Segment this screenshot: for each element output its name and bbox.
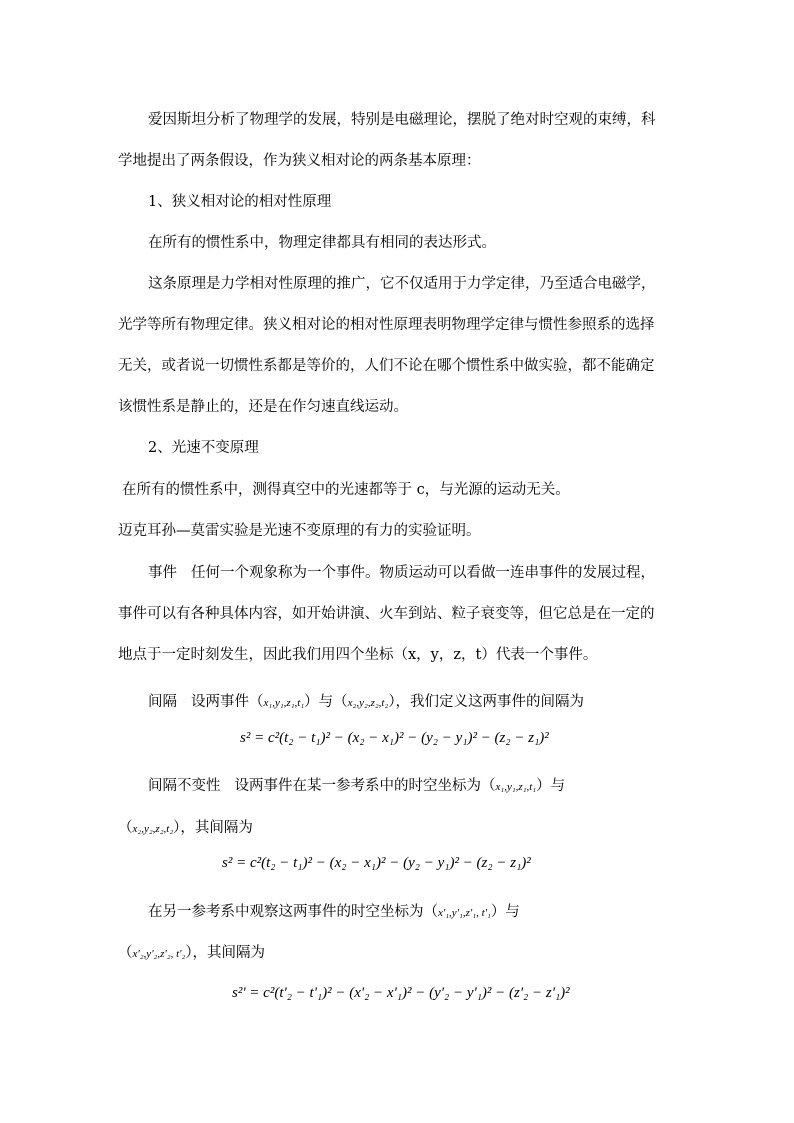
paragraph-line — [148, 776, 565, 797]
paragraph-line: 地点于一定时刻发生，因此我们用四个坐标（x，y，z，t）代表一个事件。 — [118, 647, 598, 663]
coordinate-tuple: x₁,y₁,z₁,t₁ — [495, 781, 537, 793]
term-label: 事件 — [148, 565, 177, 581]
coordinate-tuple: x₂,y₂,z₂,t₂ — [132, 823, 174, 835]
paragraph-line: 该惯性系是静止的，还是在作匀速直线运动。 — [118, 399, 408, 415]
paragraph-text: （ — [118, 945, 133, 961]
coordinate-tuple: x₁,y₁,z₁,t₁ — [263, 697, 305, 709]
paragraph-line: 事件可以有各种具体内容，如开始讲演、火车到站、粒子衰变等，但它总是在一定的 — [118, 606, 655, 622]
paragraph-text: 设两事件（ — [191, 694, 264, 710]
paragraph-text: 在另一参考系中观察这两事件的时空坐标为（ — [148, 904, 438, 920]
coordinate-tuple: x'₁,y'₁,z'₁, t'₁ — [438, 907, 491, 919]
paragraph-text: ）与（ — [304, 694, 348, 710]
interval-equation: s²' = c²(t'₂ − t'₁)² − (x'₂ − x'₁)² − (y'₂ − y'₁)² − (z'₂ − z'₁)² — [232, 985, 570, 1001]
paragraph-line — [148, 563, 655, 583]
paragraph-text: ），我们定义这两事件的间隔为 — [388, 694, 585, 710]
paragraph-line: 在所有的惯性系中，物理定律都具有相同的表达形式。 — [148, 235, 496, 251]
term-label: 间隔 — [148, 694, 177, 710]
paragraph-text: ）与 — [536, 778, 566, 794]
interval-equation: s² = c²(t₂ − t₁)² − (x₂ − x₁)² − (y₂ − y₁)² − (z₂ − z₁)² — [240, 730, 549, 746]
paragraph-text: ）与 — [490, 904, 520, 920]
paragraph-line — [148, 902, 520, 923]
paragraph-line: 爱因斯坦分析了物理学的发展，特别是电磁理论，摆脱了绝对时空观的束缚，科 — [148, 112, 656, 128]
paragraph-text: ），其间隔为 — [185, 945, 266, 961]
paragraph-line — [118, 943, 265, 964]
paragraph-text: 设两事件在某一参考系中的时空坐标为（ — [234, 778, 496, 794]
coordinate-tuple: x'₂,y'₂,z'₂, t'₂ — [132, 948, 186, 960]
coordinate-tuple: x₂,y₂,z₂,t₂ — [347, 697, 389, 709]
paragraph-line: 在所有的惯性系中，测得真空中的光速都等于 c，与光源的运动无关。 — [122, 482, 570, 498]
term-label: 间隔不变性 — [148, 778, 221, 794]
paragraph-line: 这条原理是力学相对性原理的推广，它不仅适用于力学定律，乃至适合电磁学， — [148, 276, 656, 292]
paragraph-line: 无关，或者说一切惯性系都是等价的，人们不论在哪个惯性系中做实验，都不能确定 — [118, 358, 655, 374]
paragraph-text: ），其间隔为 — [173, 820, 253, 836]
paragraph-text: 任何一个观象称为一个事件。物质运动可以看做一连串事件的发展过程， — [191, 565, 655, 581]
section-heading: 1、狭义相对论的相对性原理 — [148, 194, 332, 210]
paragraph-line — [118, 818, 253, 839]
paragraph-line — [148, 692, 584, 713]
paragraph-line: 迈克耳孙—莫雷实验是光速不变原理的有力的实验证明。 — [118, 523, 481, 539]
paragraph-line: 光学等所有物理定律。狭义相对论的相对性原理表明物理学定律与惯性参照系的选择 — [118, 317, 655, 333]
paragraph-line: 学地提出了两条假设，作为狭义相对论的两条基本原理： — [118, 153, 481, 169]
section-heading: 2、光速不变原理 — [148, 440, 259, 456]
interval-equation: s² = c²(t₂ − t₁)² − (x₂ − x₁)² − (y₂ − y₁)² − (z₂ − z₁)² — [222, 855, 531, 871]
paragraph-text: （ — [118, 820, 133, 836]
